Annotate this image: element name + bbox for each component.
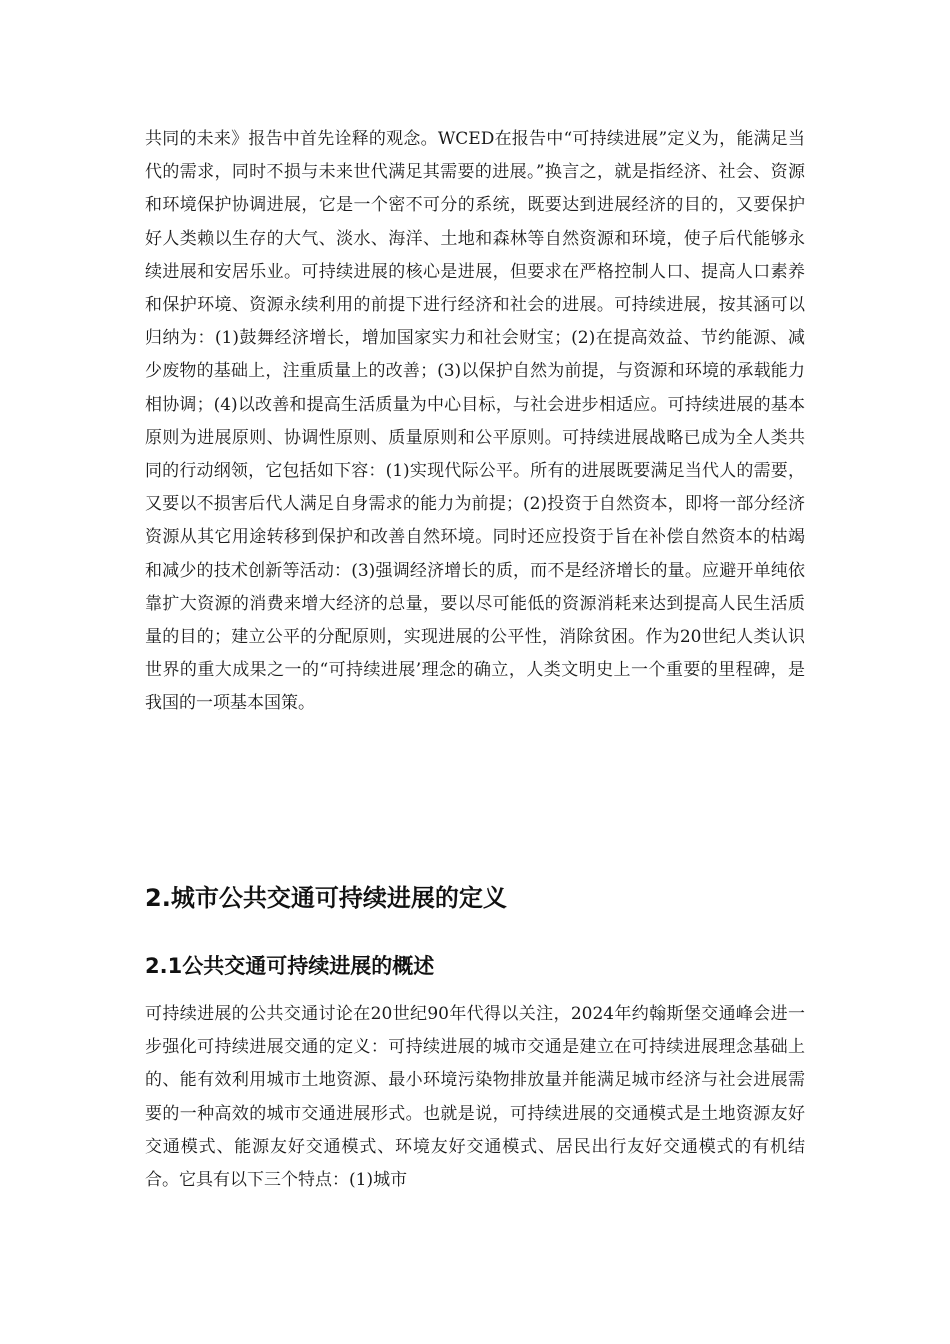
body-paragraph: 可持续进展的公共交通讨论在20世纪90年代得以关注，2024年约翰斯堡交通峰会进一步强化可持续进展交通的定义：可持续进展的城市交通是建立在可持续进展理念基础上的、能有效利用城市土地资源、最小环境污染物排放量并能满足城市经济与社会进展需要的一种高效的城市交通进展形式。也就是说，可持续进展的交通模式是土地资源友好交通模式、能源友好交通模式、环境友好交通模式、居民出行友好交通模式的有机结合。它具有以下三个特点：(1)城市 [145,1004,805,1191]
subsection-heading: 2.1公共交通可持续进展的概述 [145,954,435,978]
section-heading: 2.城市公共交通可持续进展的定义 [145,884,507,912]
body-paragraph: 共同的未来》报告中首先诠释的观念。WCED在报告中“可持续进展”定义为，能满足当代的需求，同时不损与未来世代满足其需要的进展。”换言之，就是指经济、社会、资源和环境保护协调进展，它是一个密不可分的系统，既要达到进展经济的目的，又要保护好人类赖以生存的大气、淡水、海洋、土地和森林等自然资源和环境，使子后代能够永续进展和安居乐业。可持续进展的核心是进展，但要求在严格控制人口、提高人口素养和保护环境、资源永续利用的前提下进行经济和社会的进展。可持续进展，按其涵可以归纳为：(1)鼓舞经济增长，增加国家实力和社会财宝；(2)在提高效益、节约能源、减少废物的基础上，注重质量上的改善；(3)以保护自然为前提，与资源和环境的承载能力相协调；(4)以改善和提高生活质量为中心目标，与社会进步相适应。可持续进展的基本原则为进展原则、协调性原则、质量原则和公平原则。可持续进展战略已成为全人类共同的行动纲领，它包括如下容：(1)实现代际公平。所有的进展既要满足当代人的需要，又要以不损害后代人满足自身需求的能力为前提；(2)投资于自然资本，即将一部分经济资源从其它用途转移到保护和改善自然环境。同时还应投资于旨在补偿自然资本的枯竭和减少的技术创新等活动：(3)强调经济增长的质，而不是经济增长的量。应避开单纯依靠扩大资源的消费来增大经济的总量，要以尽可能低的资源消耗来达到提高人民生活质量的目的；建立公平的分配原则，实现进展的公平性，消除贫困。作为20世纪人类认识世界的重大成果之一的“可持续进展’理念的确立，人类文明史上一个重要的里程碑，是我国的一项基本国策。 [145,129,805,714]
